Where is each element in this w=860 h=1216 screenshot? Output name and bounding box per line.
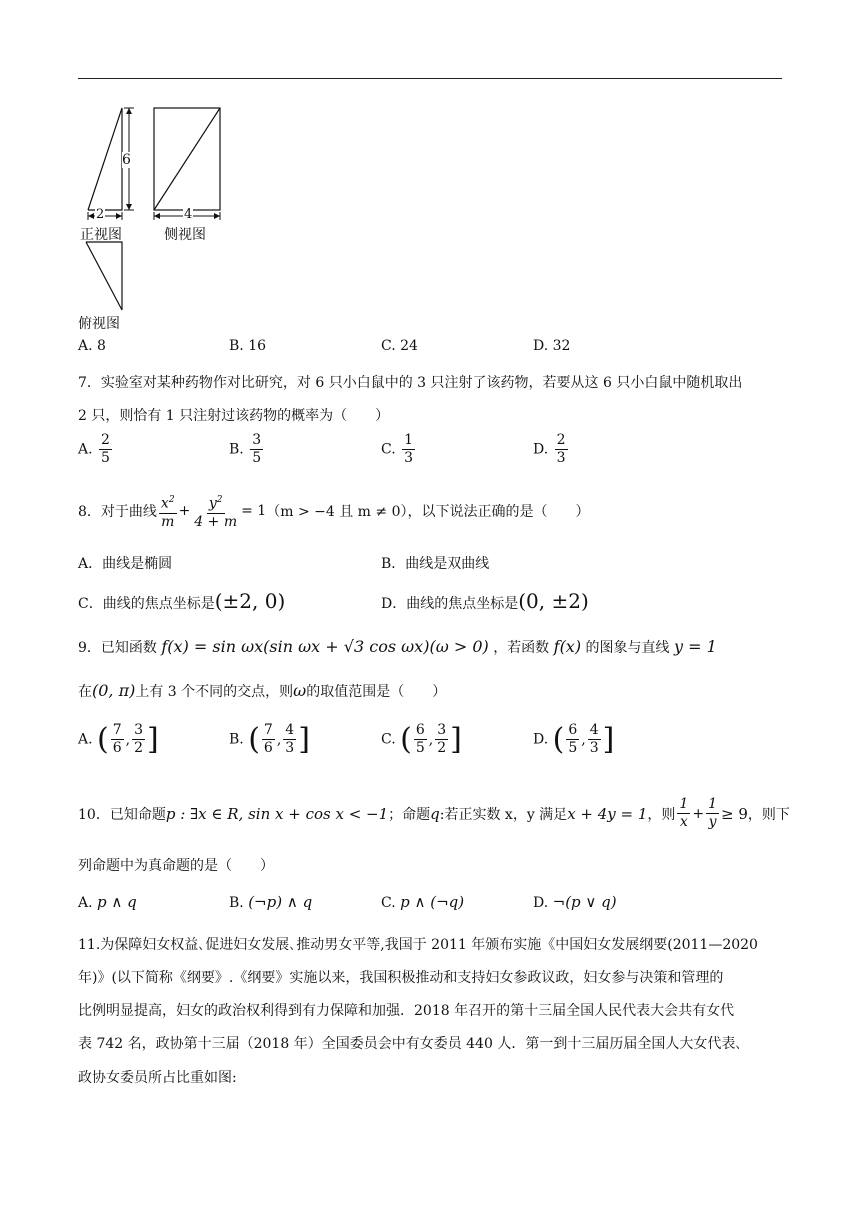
q9-option-c: C. ( $\frac{6}{5}$ , $\frac{3}{2}$ ] — [381, 721, 462, 757]
front-view-shape — [163, 108, 187, 210]
q11-line1: 11.为保障妇女权益､促进妇女发展､推动男女平等,我国于 2011 年颁布实施《中国妇女发展纲要(2011—2020 — [78, 937, 758, 953]
q10-option-d: D. ¬(p ∨ q) — [533, 893, 617, 911]
q6-option-b: B. 16 — [229, 338, 267, 354]
q7-option-c: C. $\frac{1}{3}$ — [381, 432, 414, 466]
q8-stem: 8．对于曲线 $\frac{x^2}{m}$ + $\frac{y^2}{4 + m}$ = 1 （m > −4 且 m ≠ 0），以下说法正确的是（ ） — [78, 492, 589, 531]
q8-option-c: C．曲线的焦点坐标是(±2, 0) — [78, 589, 286, 613]
q9-option-d: D. ( $\frac{6}{5}$ , $\frac{4}{3}$ ] — [533, 721, 615, 757]
header-rule — [78, 78, 782, 79]
q10-line2: 列命题中为真命题的是（ ） — [78, 858, 274, 874]
q7-option-d: D. $\frac{2}{3}$ — [533, 432, 566, 466]
front-view-label: 正视图 — [80, 227, 122, 243]
dim-front-width: 2 — [96, 207, 105, 222]
q7-line1: 7．实验室对某种药物作对比研究，对 6 只小白鼠中的 3 只注射了该药物，若要从这 6 只小白鼠中随机取出 — [78, 375, 743, 391]
front-view-triangle — [88, 108, 122, 210]
top-view-triangle — [86, 242, 122, 310]
q7-line2: 2 只，则恰有 1 只注射过该药物的概率为（ ） — [78, 408, 390, 424]
q10-option-c: C. p ∧ (¬q) — [381, 893, 465, 911]
q7-option-a: A. $\frac{2}{5}$ — [78, 432, 110, 466]
q7-option-b: B. $\frac{3}{5}$ — [229, 432, 262, 466]
q10-line1: 10．已知命题 p : ∃x ∈ R, sin x + cos x < −1 ；命题 q :若正实数 x，y 满足 x + 4y = 1 ，则 $\frac{1}{x}$ + $\frac{1}{y}$ ≥ 9 ，则下 — [78, 796, 790, 830]
q6-option-d: D. 32 — [533, 338, 571, 354]
top-view-label: 俯视图 — [78, 316, 120, 332]
q9-line1: 9．已知函数 f(x) = sin ωx(sin ωx + √3 cos ωx)(ω > 0) ，若函数 f(x) 的图象与直线 y = 1 — [78, 637, 717, 656]
q11-line5: 政协女委员所占比重如图: — [78, 1070, 237, 1086]
q6-option-c: C. 24 — [381, 338, 418, 354]
q11-line4: 表 742 名，政协第十三届（2018 年）全国委员会中有女委员 440 人．第一到十三届历届全国人大女代表､ — [78, 1036, 743, 1052]
q9-line2: 在(0, π)上有 3 个不同的交点，则ω的取值范围是（ ） — [78, 681, 447, 700]
q8-option-b: B．曲线是双曲线 — [381, 556, 490, 572]
q10-option-a: A. p ∧ q — [78, 893, 137, 911]
q9-option-a: A. ( $\frac{7}{6}$ , $\frac{3}{2}$ ] — [78, 721, 159, 757]
dim-side-width: 4 — [184, 207, 193, 222]
q10-option-b: B. (¬p) ∧ q — [229, 893, 313, 911]
q8-option-a: A．曲线是椭圆 — [78, 556, 173, 572]
q8-option-d: D．曲线的焦点坐标是(0, ±2) — [381, 589, 589, 613]
q9-option-b: B. ( $\frac{7}{6}$ , $\frac{4}{3}$ ] — [229, 721, 310, 757]
q6-option-a: A. 8 — [78, 338, 106, 354]
q11-line2: 年)》(以下简称《纲要》.《纲要》实施以来，我国积极推动和支持妇女参政议政，妇女参与决策和管理的 — [78, 970, 724, 986]
dim-front-height: 6 — [122, 152, 131, 168]
q11-line3: 比例明显提高，妇女的政治权利得到有力保障和加强．2018 年召开的第十三届全国人民代表大会共有女代 — [78, 1003, 735, 1019]
side-view-label: 侧视图 — [164, 227, 206, 243]
